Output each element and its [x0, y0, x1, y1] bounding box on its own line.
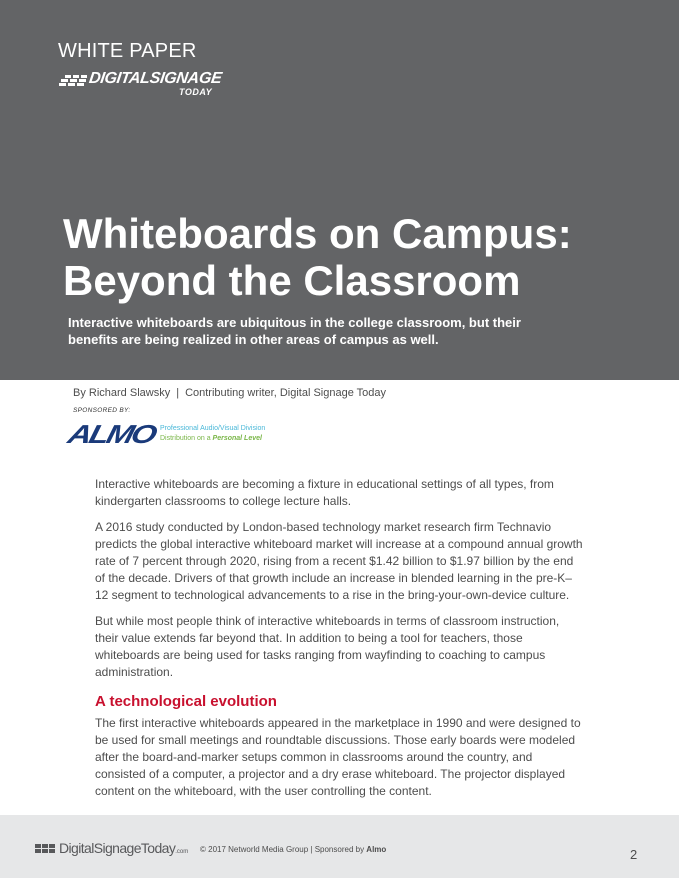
footer-logo-text	[59, 840, 188, 856]
article-body	[95, 476, 585, 809]
paragraph: Interactive whiteboards are becoming a fixture in educational settings of all types, from kindergarten classrooms to college lecture halls.	[95, 477, 554, 508]
page-footer	[0, 815, 679, 878]
section-heading: A technological evolution	[95, 693, 277, 710]
paragraph: A 2016 study conducted by London-based technology market research firm Technavio predicts the global interactive whiteboard market will increase at a compound annual growth rate of 7 percent through 2020, rising from a recent $1.42 billion to $1.97 billion by the end of the decade. Drivers of that growth include an increase in blended learning in the pre-K–12 segment to technological advancements to a rise in the bring-your-own-device culture.	[95, 520, 583, 602]
paragraph: But while most people think of interactive whiteboards in terms of classroom instruction, their value extends far beyond that. In addition to being a tool for teachers, those whiteboards are being used for tasks ranging from wayfinding to coaching to campus administration.	[95, 614, 560, 679]
copyright-text: © 2017 Networld Media Group | Sponsored by	[200, 845, 367, 854]
byline-separator: |	[176, 387, 180, 399]
footer-logo	[35, 842, 190, 858]
almo-wordmark: ALMO	[65, 419, 159, 449]
document-type-label: WHITE PAPER	[58, 40, 197, 62]
title-line-2: Beyond the Classroom	[63, 257, 521, 304]
brand-wordmark: DIGITALSIGNAGE	[87, 70, 223, 87]
hero-banner	[0, 0, 679, 380]
copyright	[200, 845, 386, 854]
brand-subtitle: TODAY	[179, 87, 213, 97]
title-line-1: Whiteboards on Campus:	[63, 210, 572, 257]
author-role: Contributing writer, Digital Signage Today	[185, 387, 387, 399]
footer-logo-suffix: .com	[175, 849, 189, 855]
digital-signage-today-logo	[57, 70, 223, 100]
page-title	[63, 210, 643, 304]
almo-tagline-2-prefix: Distribution on a	[160, 435, 213, 442]
paragraph: The first interactive whiteboards appeared in the marketplace in 1990 and were designed to be used for small meetings and roundtable discussions. Those early boards were modeled after the board-and-marker setups common in classrooms around the country, and consisted of a computer, a projector and a dry erase whiteboard. The projector displayed content on the whiteboard, with the user controlling the content.	[95, 716, 581, 798]
footer-sponsor-name: Almo	[366, 845, 387, 854]
page-number: 2	[630, 847, 638, 862]
author: By Richard Slawsky	[73, 387, 171, 399]
footer-logo-name: DigitalSignageToday	[59, 840, 176, 856]
almo-tagline-2	[160, 435, 262, 442]
almo-tagline-1: Professional Audio/Visual Division	[160, 425, 266, 432]
sponsored-by-label: SPONSORED BY:	[73, 407, 131, 414]
almo-tagline-2-emphasis: Personal Level	[212, 435, 262, 442]
almo-logo	[65, 419, 282, 449]
grid-blocks-icon	[35, 844, 57, 854]
page-subtitle: Interactive whiteboards are ubiquitous in the college classroom, but their benefits are being realized in other areas of campus as well.	[68, 315, 521, 347]
grid-blocks-icon	[59, 75, 87, 87]
byline	[73, 387, 386, 399]
